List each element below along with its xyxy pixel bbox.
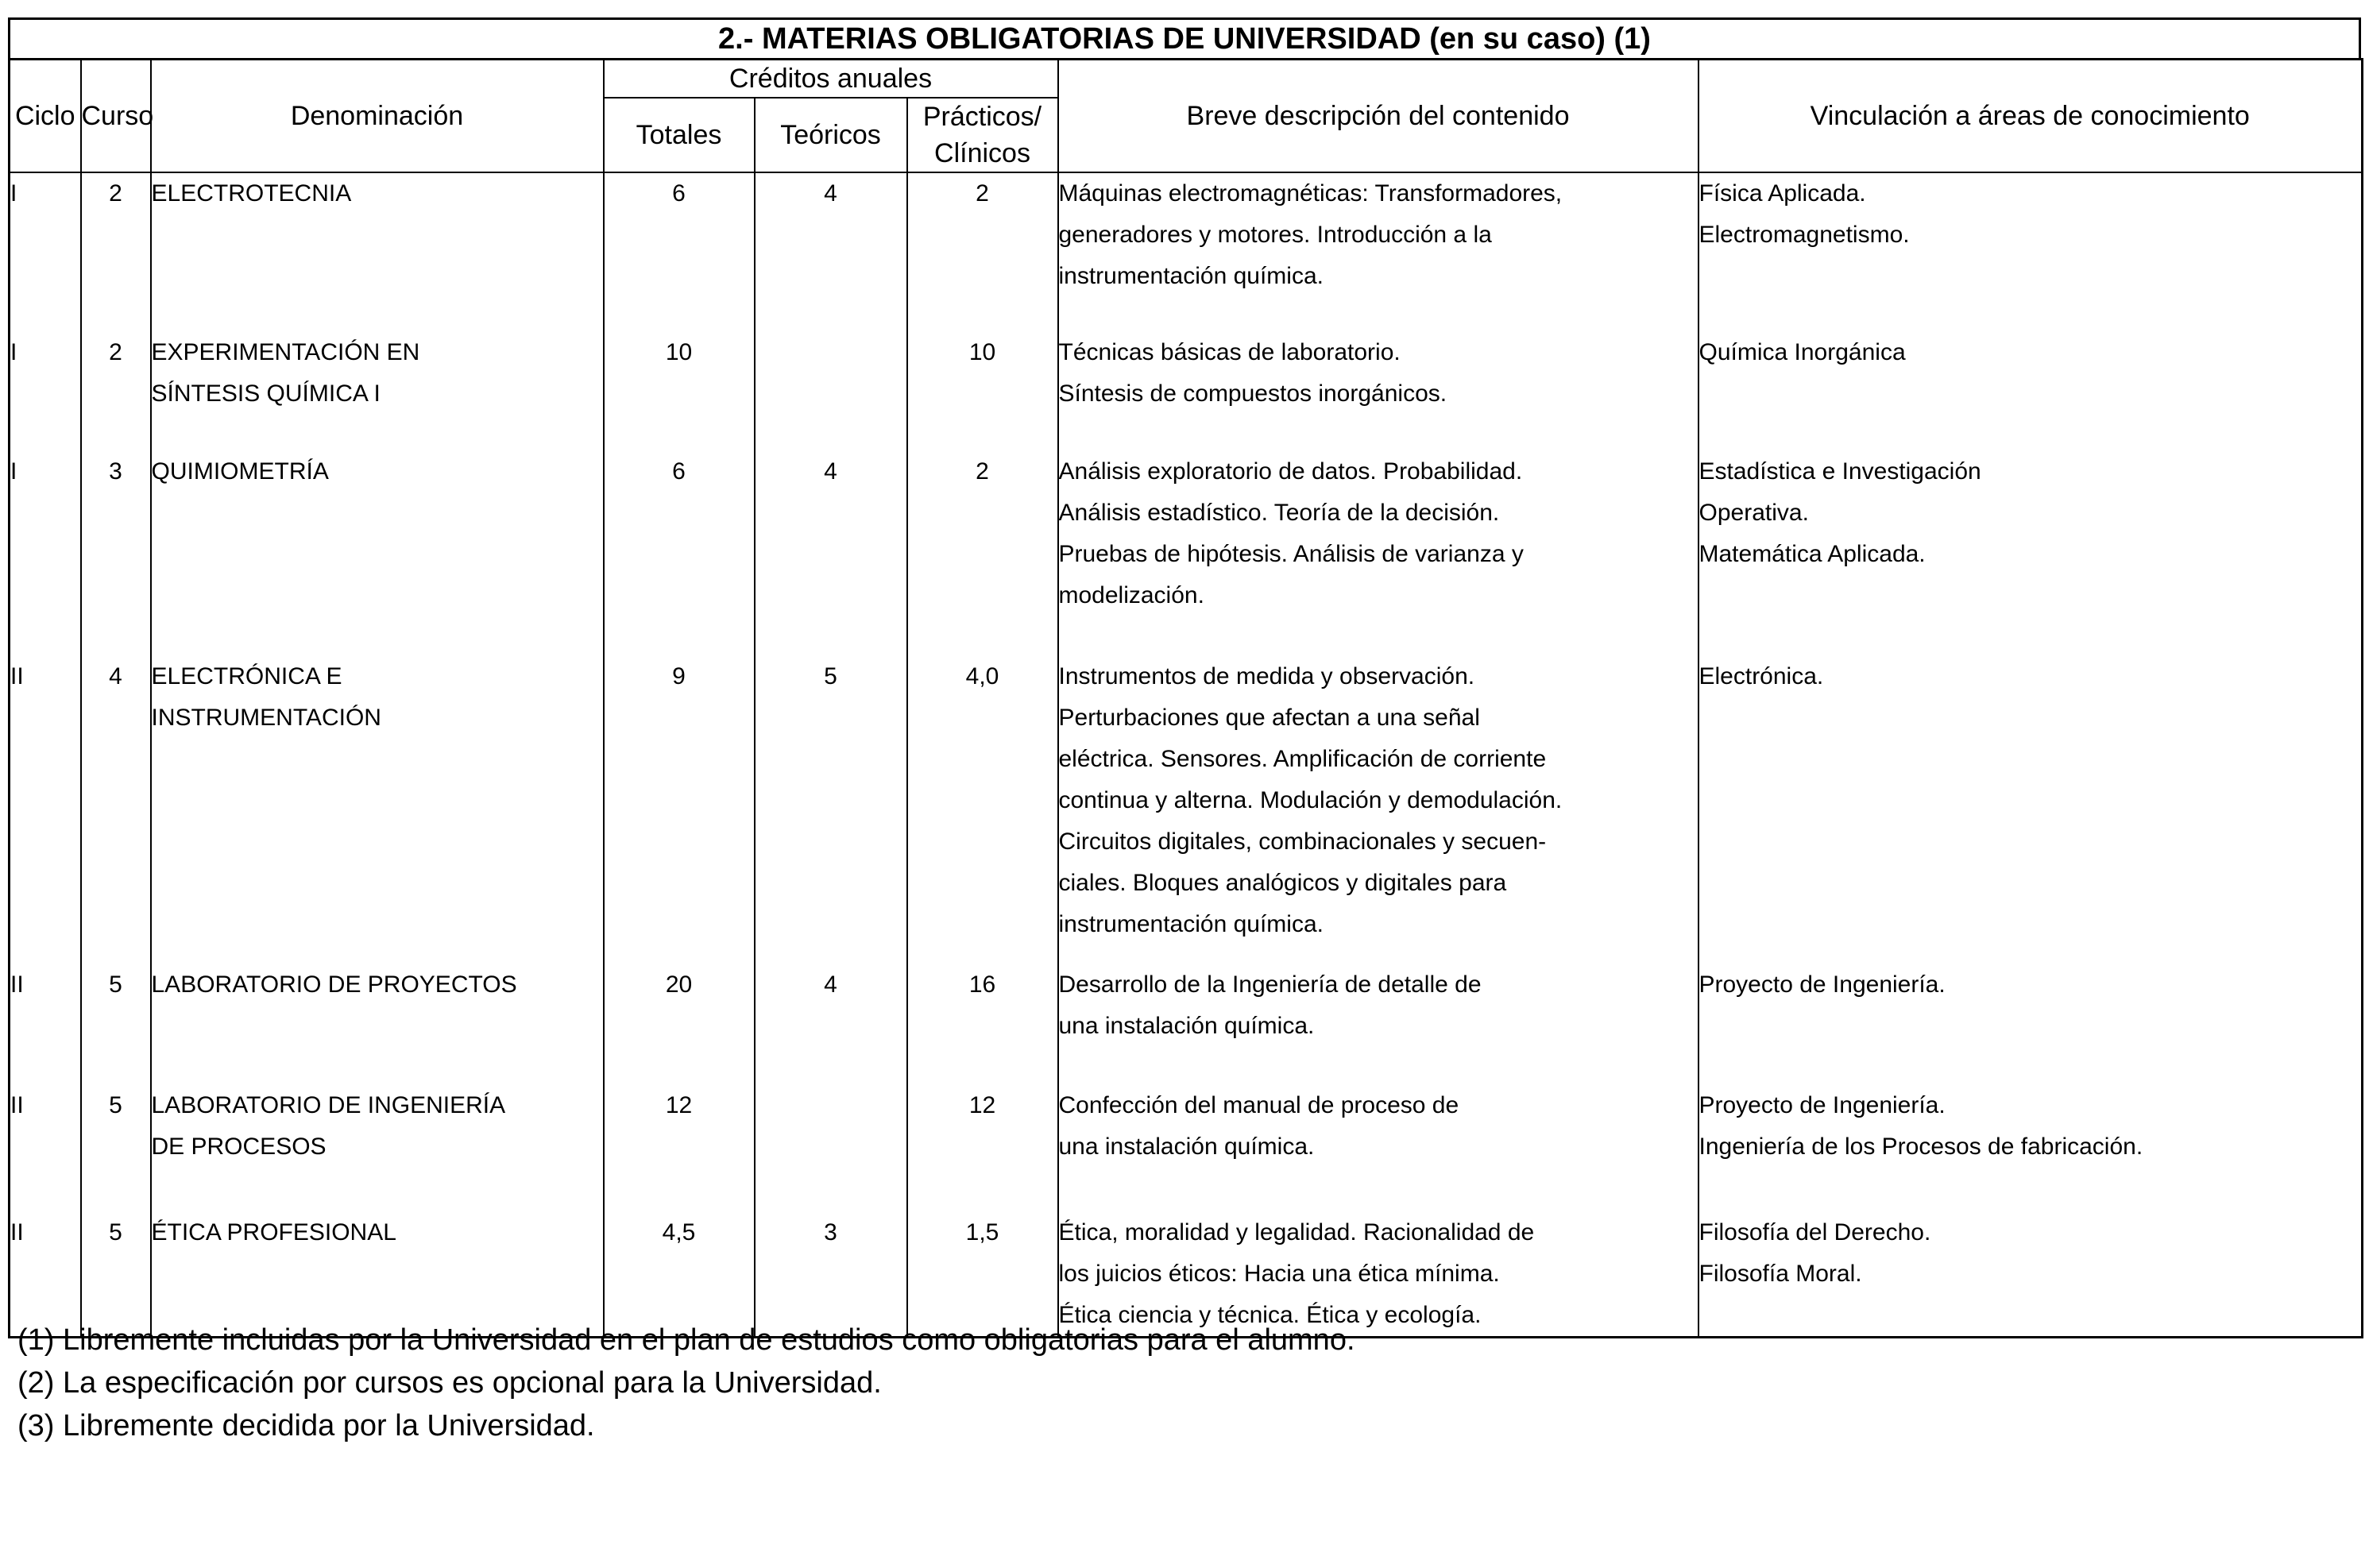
cell-curso: 2 (81, 332, 151, 451)
cell-practicos: 4,0 (907, 642, 1058, 945)
cell-descripcion-line: ciales. Bloques analógicos y digitales para (1058, 870, 1507, 896)
cell-descripcion-line: Análisis exploratorio de datos. Probabilidad. (1058, 458, 1523, 485)
cell-practicos: 1,5 (907, 1204, 1058, 1338)
cell-curso: 3 (81, 451, 151, 642)
cell-descripcion-line: modelización. (1058, 582, 1204, 608)
cell-descripcion-line: generadores y motores. Introducción a la (1058, 222, 1492, 248)
cell-ciclo: II (10, 642, 81, 945)
cell-descripcion (1058, 1076, 1698, 1204)
cell-denominacion-line: ÉTICA PROFESIONAL (151, 1219, 396, 1246)
cell-areas (1698, 332, 2363, 451)
cell-descripcion-line: Ética ciencia y técnica. Ética y ecología. (1058, 1302, 1482, 1328)
cell-descripcion-line: continua y alterna. Modulación y demodulación. (1058, 787, 1563, 813)
cell-denominacion-line: ELECTRÓNICA E (151, 663, 342, 689)
cell-curso: 5 (81, 1204, 151, 1338)
table-title: 2.- MATERIAS OBLIGATORIAS DE UNIVERSIDAD (en su caso) (1) (8, 17, 2361, 58)
cell-denominacion-line: SÍNTESIS QUÍMICA I (151, 380, 381, 407)
table-header (10, 60, 2363, 173)
cell-descripcion-line: los juicios éticos: Hacia una ética mínima. (1058, 1261, 1500, 1287)
cell-descripcion-line: instrumentación química. (1058, 263, 1324, 289)
cell-descripcion (1058, 451, 1698, 642)
footnotes (17, 1319, 1355, 1447)
header-practicos (907, 98, 1058, 172)
cell-curso: 5 (81, 945, 151, 1076)
cell-totales: 6 (604, 172, 755, 332)
table-body (10, 172, 2363, 1338)
table-row (10, 172, 2363, 332)
cell-areas (1698, 1076, 2363, 1204)
cell-areas (1698, 451, 2363, 642)
cell-descripcion-line: eléctrica. Sensores. Amplificación de corriente (1058, 746, 1547, 772)
cell-teoricos: 4 (755, 451, 907, 642)
cell-descripcion-line: Desarrollo de la Ingeniería de detalle de (1058, 971, 1482, 998)
cell-areas-line: Química Inorgánica (1698, 339, 1906, 365)
cell-totales: 4,5 (604, 1204, 755, 1338)
cell-areas (1698, 172, 2363, 332)
cell-teoricos: 4 (755, 945, 907, 1076)
cell-areas-line: Filosofía Moral. (1698, 1261, 1862, 1287)
cell-descripcion (1058, 945, 1698, 1076)
cell-areas-line: Operativa. (1698, 500, 1809, 526)
cell-denominacion-line: QUIMIOMETRÍA (151, 458, 329, 485)
cell-practicos: 2 (907, 172, 1058, 332)
cell-ciclo: I (10, 172, 81, 332)
cell-descripcion-line: Análisis estadístico. Teoría de la decisión. (1058, 500, 1500, 526)
cell-practicos: 12 (907, 1076, 1058, 1204)
cell-denominacion-line: EXPERIMENTACIÓN EN (151, 339, 420, 365)
cell-areas-line: Proyecto de Ingeniería. (1698, 971, 1946, 998)
header-ciclo: Ciclo (10, 60, 81, 173)
cell-descripcion-line: Pruebas de hipótesis. Análisis de varianza y (1058, 541, 1524, 567)
cell-descripcion (1058, 642, 1698, 945)
cell-totales: 6 (604, 451, 755, 642)
cell-descripcion (1058, 332, 1698, 451)
cell-practicos: 16 (907, 945, 1058, 1076)
cell-totales: 12 (604, 1076, 755, 1204)
cell-descripcion (1058, 1204, 1698, 1338)
cell-denominacion-line: ELECTROTECNIA (151, 180, 352, 207)
table-row (10, 1076, 2363, 1204)
header-practicos-line: Prácticos/ (922, 102, 1042, 132)
cell-descripcion-line: Instrumentos de medida y observación. (1058, 663, 1475, 689)
cell-ciclo: II (10, 945, 81, 1076)
cell-denominacion (151, 451, 604, 642)
cell-areas-line: Filosofía del Derecho. (1698, 1219, 1931, 1246)
cell-curso: 4 (81, 642, 151, 945)
cell-denominacion-line: INSTRUMENTACIÓN (151, 705, 381, 731)
cell-denominacion (151, 945, 604, 1076)
header-totales: Totales (604, 98, 755, 172)
cell-teoricos: 5 (755, 642, 907, 945)
cell-areas-line: Ingeniería de los Procesos de fabricación. (1698, 1134, 2143, 1160)
cell-curso: 5 (81, 1076, 151, 1204)
footnote-2: (2) La especificación por cursos es opcional para la Universidad. (17, 1366, 882, 1400)
cell-areas (1698, 642, 2363, 945)
cell-practicos: 10 (907, 332, 1058, 451)
cell-descripcion-line: instrumentación química. (1058, 911, 1324, 937)
cell-descripcion-line: Técnicas básicas de laboratorio. (1058, 339, 1401, 365)
cell-teoricos: 3 (755, 1204, 907, 1338)
cell-denominacion-line: DE PROCESOS (151, 1134, 327, 1160)
table-row (10, 945, 2363, 1076)
header-creditos-anuales: Créditos anuales (604, 60, 1058, 98)
cell-teoricos: 4 (755, 172, 907, 332)
cell-ciclo: I (10, 451, 81, 642)
cell-curso: 2 (81, 172, 151, 332)
cell-ciclo: II (10, 1204, 81, 1338)
cell-totales: 10 (604, 332, 755, 451)
cell-descripcion (1058, 172, 1698, 332)
subjects-document (8, 17, 2361, 1338)
cell-descripcion-line: una instalación química. (1058, 1013, 1315, 1039)
header-denominacion: Denominación (151, 60, 604, 173)
cell-descripcion-line: Máquinas electromagnéticas: Transformadores, (1058, 180, 1563, 207)
cell-totales: 9 (604, 642, 755, 945)
cell-areas (1698, 1204, 2363, 1338)
subjects-table (8, 58, 2363, 1338)
cell-descripcion-line: Perturbaciones que afectan a una señal (1058, 705, 1480, 731)
cell-areas-line: Proyecto de Ingeniería. (1698, 1092, 1946, 1118)
cell-totales: 20 (604, 945, 755, 1076)
table-row (10, 332, 2363, 451)
footnote-1: (1) Libremente incluidas por la Universidad en el plan de estudios como obligatorias para el alumno. (17, 1323, 1355, 1357)
cell-denominacion (151, 332, 604, 451)
cell-descripcion-line: una instalación química. (1058, 1134, 1315, 1160)
header-curso: Curso (81, 60, 151, 173)
header-vinculacion: Vinculación a áreas de conocimiento (1698, 60, 2363, 173)
cell-denominacion-line: LABORATORIO DE INGENIERÍA (151, 1092, 506, 1118)
cell-practicos: 2 (907, 451, 1058, 642)
cell-teoricos (755, 332, 907, 451)
cell-descripcion-line: Circuitos digitales, combinacionales y secuen- (1058, 828, 1547, 855)
cell-areas-line: Matemática Aplicada. (1698, 541, 1926, 567)
cell-ciclo: II (10, 1076, 81, 1204)
cell-areas-line: Electrónica. (1698, 663, 1824, 689)
header-teoricos: Teóricos (755, 98, 907, 172)
cell-descripcion-line: Síntesis de compuestos inorgánicos. (1058, 380, 1447, 407)
cell-denominacion (151, 1076, 604, 1204)
footnote-3: (3) Libremente decidida por la Universidad. (17, 1409, 595, 1442)
header-clinicos-line: Clínicos (934, 138, 1030, 168)
header-descripcion: Breve descripción del contenido (1058, 60, 1698, 173)
cell-teoricos (755, 1076, 907, 1204)
cell-areas-line: Electromagnetismo. (1698, 222, 1910, 248)
cell-areas-line: Física Aplicada. (1698, 180, 1866, 207)
table-row (10, 451, 2363, 642)
cell-areas-line: Estadística e Investigación (1698, 458, 1981, 485)
cell-descripcion-line: Ética, moralidad y legalidad. Racionalidad de (1058, 1219, 1535, 1246)
cell-denominacion (151, 172, 604, 332)
cell-descripcion-line: Confección del manual de proceso de (1058, 1092, 1459, 1118)
cell-ciclo: I (10, 332, 81, 451)
table-row (10, 1204, 2363, 1338)
cell-denominacion-line: LABORATORIO DE PROYECTOS (151, 971, 517, 998)
table-row (10, 642, 2363, 945)
cell-denominacion (151, 642, 604, 945)
cell-denominacion (151, 1204, 604, 1338)
cell-areas (1698, 945, 2363, 1076)
